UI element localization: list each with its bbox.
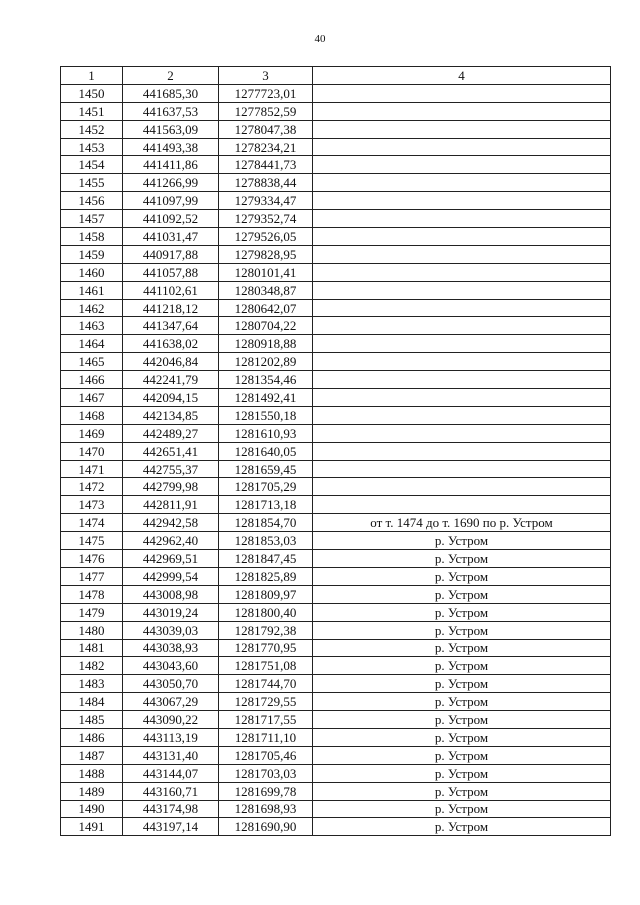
column-header: 4 bbox=[313, 67, 611, 85]
x-coordinate-cell: 440917,88 bbox=[123, 245, 219, 263]
x-coordinate-cell: 443174,98 bbox=[123, 800, 219, 818]
description-cell: р. Устром bbox=[313, 550, 611, 568]
y-coordinate-cell: 1279526,05 bbox=[219, 228, 313, 246]
y-coordinate-cell: 1279352,74 bbox=[219, 210, 313, 228]
y-coordinate-cell: 1278047,38 bbox=[219, 120, 313, 138]
table-row bbox=[61, 102, 611, 120]
table-row bbox=[61, 335, 611, 353]
page-number: 40 bbox=[314, 33, 326, 45]
point-number-cell: 1473 bbox=[61, 496, 123, 514]
y-coordinate-cell: 1281713,18 bbox=[219, 496, 313, 514]
x-coordinate-cell: 442046,84 bbox=[123, 353, 219, 371]
y-coordinate-cell: 1281640,05 bbox=[219, 442, 313, 460]
point-number-cell: 1491 bbox=[61, 818, 123, 836]
table-row bbox=[61, 192, 611, 210]
y-coordinate-cell: 1281744,70 bbox=[219, 675, 313, 693]
coordinates-table bbox=[60, 66, 611, 836]
point-number-cell: 1450 bbox=[61, 84, 123, 102]
y-coordinate-cell: 1278441,73 bbox=[219, 156, 313, 174]
y-coordinate-cell: 1281550,18 bbox=[219, 406, 313, 424]
x-coordinate-cell: 442241,79 bbox=[123, 371, 219, 389]
point-number-cell: 1483 bbox=[61, 675, 123, 693]
x-coordinate-cell: 441347,64 bbox=[123, 317, 219, 335]
point-number-cell: 1457 bbox=[61, 210, 123, 228]
y-coordinate-cell: 1281711,10 bbox=[219, 728, 313, 746]
point-number-cell: 1452 bbox=[61, 120, 123, 138]
y-coordinate-cell: 1280348,87 bbox=[219, 281, 313, 299]
x-coordinate-cell: 442942,58 bbox=[123, 514, 219, 532]
y-coordinate-cell: 1279828,95 bbox=[219, 245, 313, 263]
table-row bbox=[61, 174, 611, 192]
x-coordinate-cell: 441411,86 bbox=[123, 156, 219, 174]
x-coordinate-cell: 443043,60 bbox=[123, 657, 219, 675]
table-row bbox=[61, 496, 611, 514]
table-row bbox=[61, 621, 611, 639]
x-coordinate-cell: 442094,15 bbox=[123, 389, 219, 407]
point-number-cell: 1482 bbox=[61, 657, 123, 675]
table-row bbox=[61, 746, 611, 764]
y-coordinate-cell: 1281770,95 bbox=[219, 639, 313, 657]
point-number-cell: 1466 bbox=[61, 371, 123, 389]
description-cell bbox=[313, 389, 611, 407]
point-number-cell: 1464 bbox=[61, 335, 123, 353]
x-coordinate-cell: 443131,40 bbox=[123, 746, 219, 764]
y-coordinate-cell: 1281705,46 bbox=[219, 746, 313, 764]
table-row bbox=[61, 228, 611, 246]
description-cell: р. Устром bbox=[313, 567, 611, 585]
point-number-cell: 1467 bbox=[61, 389, 123, 407]
table-row bbox=[61, 764, 611, 782]
x-coordinate-cell: 443039,03 bbox=[123, 621, 219, 639]
table-row bbox=[61, 317, 611, 335]
point-number-cell: 1480 bbox=[61, 621, 123, 639]
point-number-cell: 1486 bbox=[61, 728, 123, 746]
point-number-cell: 1460 bbox=[61, 263, 123, 281]
description-cell bbox=[313, 245, 611, 263]
x-coordinate-cell: 441092,52 bbox=[123, 210, 219, 228]
description-cell bbox=[313, 102, 611, 120]
point-number-cell: 1462 bbox=[61, 299, 123, 317]
x-coordinate-cell: 441685,30 bbox=[123, 84, 219, 102]
table-row bbox=[61, 353, 611, 371]
y-coordinate-cell: 1280642,07 bbox=[219, 299, 313, 317]
y-coordinate-cell: 1281659,45 bbox=[219, 460, 313, 478]
point-number-cell: 1459 bbox=[61, 245, 123, 263]
point-number-cell: 1469 bbox=[61, 424, 123, 442]
point-number-cell: 1455 bbox=[61, 174, 123, 192]
point-number-cell: 1470 bbox=[61, 442, 123, 460]
point-number-cell: 1485 bbox=[61, 711, 123, 729]
description-cell bbox=[313, 120, 611, 138]
description-cell bbox=[313, 228, 611, 246]
point-number-cell: 1490 bbox=[61, 800, 123, 818]
description-cell: р. Устром bbox=[313, 711, 611, 729]
description-cell: р. Устром bbox=[313, 800, 611, 818]
description-cell bbox=[313, 424, 611, 442]
description-cell: р. Устром bbox=[313, 657, 611, 675]
column-header: 1 bbox=[61, 67, 123, 85]
description-cell bbox=[313, 174, 611, 192]
point-number-cell: 1479 bbox=[61, 603, 123, 621]
table-row bbox=[61, 478, 611, 496]
y-coordinate-cell: 1277852,59 bbox=[219, 102, 313, 120]
x-coordinate-cell: 443019,24 bbox=[123, 603, 219, 621]
description-cell bbox=[313, 192, 611, 210]
point-number-cell: 1484 bbox=[61, 693, 123, 711]
table-row bbox=[61, 245, 611, 263]
x-coordinate-cell: 442651,41 bbox=[123, 442, 219, 460]
point-number-cell: 1475 bbox=[61, 532, 123, 550]
x-coordinate-cell: 443008,98 bbox=[123, 585, 219, 603]
table-row bbox=[61, 567, 611, 585]
table-row bbox=[61, 550, 611, 568]
table-row bbox=[61, 728, 611, 746]
description-cell bbox=[313, 460, 611, 478]
point-number-cell: 1476 bbox=[61, 550, 123, 568]
x-coordinate-cell: 443090,22 bbox=[123, 711, 219, 729]
y-coordinate-cell: 1278234,21 bbox=[219, 138, 313, 156]
point-number-cell: 1489 bbox=[61, 782, 123, 800]
x-coordinate-cell: 442962,40 bbox=[123, 532, 219, 550]
table-row bbox=[61, 800, 611, 818]
description-cell bbox=[313, 299, 611, 317]
x-coordinate-cell: 443160,71 bbox=[123, 782, 219, 800]
point-number-cell: 1458 bbox=[61, 228, 123, 246]
description-cell bbox=[313, 371, 611, 389]
description-cell bbox=[313, 263, 611, 281]
x-coordinate-cell: 441097,99 bbox=[123, 192, 219, 210]
x-coordinate-cell: 443113,19 bbox=[123, 728, 219, 746]
y-coordinate-cell: 1281698,93 bbox=[219, 800, 313, 818]
x-coordinate-cell: 442489,27 bbox=[123, 424, 219, 442]
y-coordinate-cell: 1281847,45 bbox=[219, 550, 313, 568]
table-row bbox=[61, 711, 611, 729]
x-coordinate-cell: 443038,93 bbox=[123, 639, 219, 657]
y-coordinate-cell: 1279334,47 bbox=[219, 192, 313, 210]
table-row bbox=[61, 406, 611, 424]
y-coordinate-cell: 1281705,29 bbox=[219, 478, 313, 496]
y-coordinate-cell: 1281792,38 bbox=[219, 621, 313, 639]
table-row bbox=[61, 84, 611, 102]
table-row bbox=[61, 442, 611, 460]
y-coordinate-cell: 1281751,08 bbox=[219, 657, 313, 675]
x-coordinate-cell: 441266,99 bbox=[123, 174, 219, 192]
x-coordinate-cell: 443197,14 bbox=[123, 818, 219, 836]
x-coordinate-cell: 442134,85 bbox=[123, 406, 219, 424]
description-cell: р. Устром bbox=[313, 639, 611, 657]
description-cell bbox=[313, 406, 611, 424]
description-cell: р. Устром bbox=[313, 675, 611, 693]
table-row bbox=[61, 138, 611, 156]
description-cell bbox=[313, 478, 611, 496]
description-cell: р. Устром bbox=[313, 764, 611, 782]
table-row bbox=[61, 585, 611, 603]
description-cell: р. Устром bbox=[313, 603, 611, 621]
y-coordinate-cell: 1281729,55 bbox=[219, 693, 313, 711]
point-number-cell: 1472 bbox=[61, 478, 123, 496]
x-coordinate-cell: 441057,88 bbox=[123, 263, 219, 281]
description-cell: р. Устром bbox=[313, 818, 611, 836]
table-row bbox=[61, 371, 611, 389]
description-cell bbox=[313, 138, 611, 156]
y-coordinate-cell: 1281825,89 bbox=[219, 567, 313, 585]
x-coordinate-cell: 441637,53 bbox=[123, 102, 219, 120]
y-coordinate-cell: 1281800,40 bbox=[219, 603, 313, 621]
x-coordinate-cell: 443144,07 bbox=[123, 764, 219, 782]
y-coordinate-cell: 1281492,41 bbox=[219, 389, 313, 407]
x-coordinate-cell: 442755,37 bbox=[123, 460, 219, 478]
table-row bbox=[61, 299, 611, 317]
x-coordinate-cell: 442811,91 bbox=[123, 496, 219, 514]
table-row bbox=[61, 156, 611, 174]
y-coordinate-cell: 1281610,93 bbox=[219, 424, 313, 442]
table-row bbox=[61, 657, 611, 675]
table-row bbox=[61, 210, 611, 228]
y-coordinate-cell: 1281853,03 bbox=[219, 532, 313, 550]
description-cell bbox=[313, 353, 611, 371]
point-number-cell: 1474 bbox=[61, 514, 123, 532]
point-number-cell: 1487 bbox=[61, 746, 123, 764]
point-number-cell: 1468 bbox=[61, 406, 123, 424]
description-cell: р. Устром bbox=[313, 532, 611, 550]
table-header-row bbox=[61, 67, 611, 85]
table-body bbox=[61, 84, 611, 835]
point-number-cell: 1478 bbox=[61, 585, 123, 603]
x-coordinate-cell: 442969,51 bbox=[123, 550, 219, 568]
y-coordinate-cell: 1281703,03 bbox=[219, 764, 313, 782]
x-coordinate-cell: 441102,61 bbox=[123, 281, 219, 299]
description-cell: р. Устром bbox=[313, 782, 611, 800]
table-row bbox=[61, 281, 611, 299]
y-coordinate-cell: 1281690,90 bbox=[219, 818, 313, 836]
y-coordinate-cell: 1281354,46 bbox=[219, 371, 313, 389]
table-row bbox=[61, 639, 611, 657]
description-cell: р. Устром bbox=[313, 621, 611, 639]
description-cell bbox=[313, 442, 611, 460]
y-coordinate-cell: 1281699,78 bbox=[219, 782, 313, 800]
point-number-cell: 1461 bbox=[61, 281, 123, 299]
table-row bbox=[61, 603, 611, 621]
table-row bbox=[61, 675, 611, 693]
point-number-cell: 1451 bbox=[61, 102, 123, 120]
point-number-cell: 1465 bbox=[61, 353, 123, 371]
point-number-cell: 1453 bbox=[61, 138, 123, 156]
y-coordinate-cell: 1281202,89 bbox=[219, 353, 313, 371]
table-row bbox=[61, 120, 611, 138]
column-header: 3 bbox=[219, 67, 313, 85]
description-cell: от т. 1474 до т. 1690 по р. Устром bbox=[313, 514, 611, 532]
x-coordinate-cell: 443067,29 bbox=[123, 693, 219, 711]
table-row bbox=[61, 818, 611, 836]
table-row bbox=[61, 460, 611, 478]
x-coordinate-cell: 441218,12 bbox=[123, 299, 219, 317]
y-coordinate-cell: 1277723,01 bbox=[219, 84, 313, 102]
point-number-cell: 1454 bbox=[61, 156, 123, 174]
y-coordinate-cell: 1278838,44 bbox=[219, 174, 313, 192]
point-number-cell: 1463 bbox=[61, 317, 123, 335]
point-number-cell: 1481 bbox=[61, 639, 123, 657]
description-cell: р. Устром bbox=[313, 693, 611, 711]
table-row bbox=[61, 424, 611, 442]
table-row bbox=[61, 693, 611, 711]
y-coordinate-cell: 1281809,97 bbox=[219, 585, 313, 603]
y-coordinate-cell: 1280918,88 bbox=[219, 335, 313, 353]
description-cell bbox=[313, 335, 611, 353]
point-number-cell: 1477 bbox=[61, 567, 123, 585]
x-coordinate-cell: 443050,70 bbox=[123, 675, 219, 693]
description-cell: р. Устром bbox=[313, 585, 611, 603]
point-number-cell: 1488 bbox=[61, 764, 123, 782]
table-row bbox=[61, 389, 611, 407]
table-row bbox=[61, 263, 611, 281]
x-coordinate-cell: 442999,54 bbox=[123, 567, 219, 585]
table-row bbox=[61, 782, 611, 800]
description-cell bbox=[313, 317, 611, 335]
column-header: 2 bbox=[123, 67, 219, 85]
description-cell: р. Устром bbox=[313, 746, 611, 764]
point-number-cell: 1471 bbox=[61, 460, 123, 478]
x-coordinate-cell: 441563,09 bbox=[123, 120, 219, 138]
description-cell bbox=[313, 210, 611, 228]
description-cell bbox=[313, 496, 611, 514]
description-cell bbox=[313, 156, 611, 174]
description-cell bbox=[313, 281, 611, 299]
x-coordinate-cell: 441031,47 bbox=[123, 228, 219, 246]
x-coordinate-cell: 441638,02 bbox=[123, 335, 219, 353]
y-coordinate-cell: 1281854,70 bbox=[219, 514, 313, 532]
y-coordinate-cell: 1280704,22 bbox=[219, 317, 313, 335]
table-row bbox=[61, 532, 611, 550]
x-coordinate-cell: 441493,38 bbox=[123, 138, 219, 156]
description-cell bbox=[313, 84, 611, 102]
y-coordinate-cell: 1280101,41 bbox=[219, 263, 313, 281]
x-coordinate-cell: 442799,98 bbox=[123, 478, 219, 496]
table-row bbox=[61, 514, 611, 532]
description-cell: р. Устром bbox=[313, 728, 611, 746]
point-number-cell: 1456 bbox=[61, 192, 123, 210]
y-coordinate-cell: 1281717,55 bbox=[219, 711, 313, 729]
